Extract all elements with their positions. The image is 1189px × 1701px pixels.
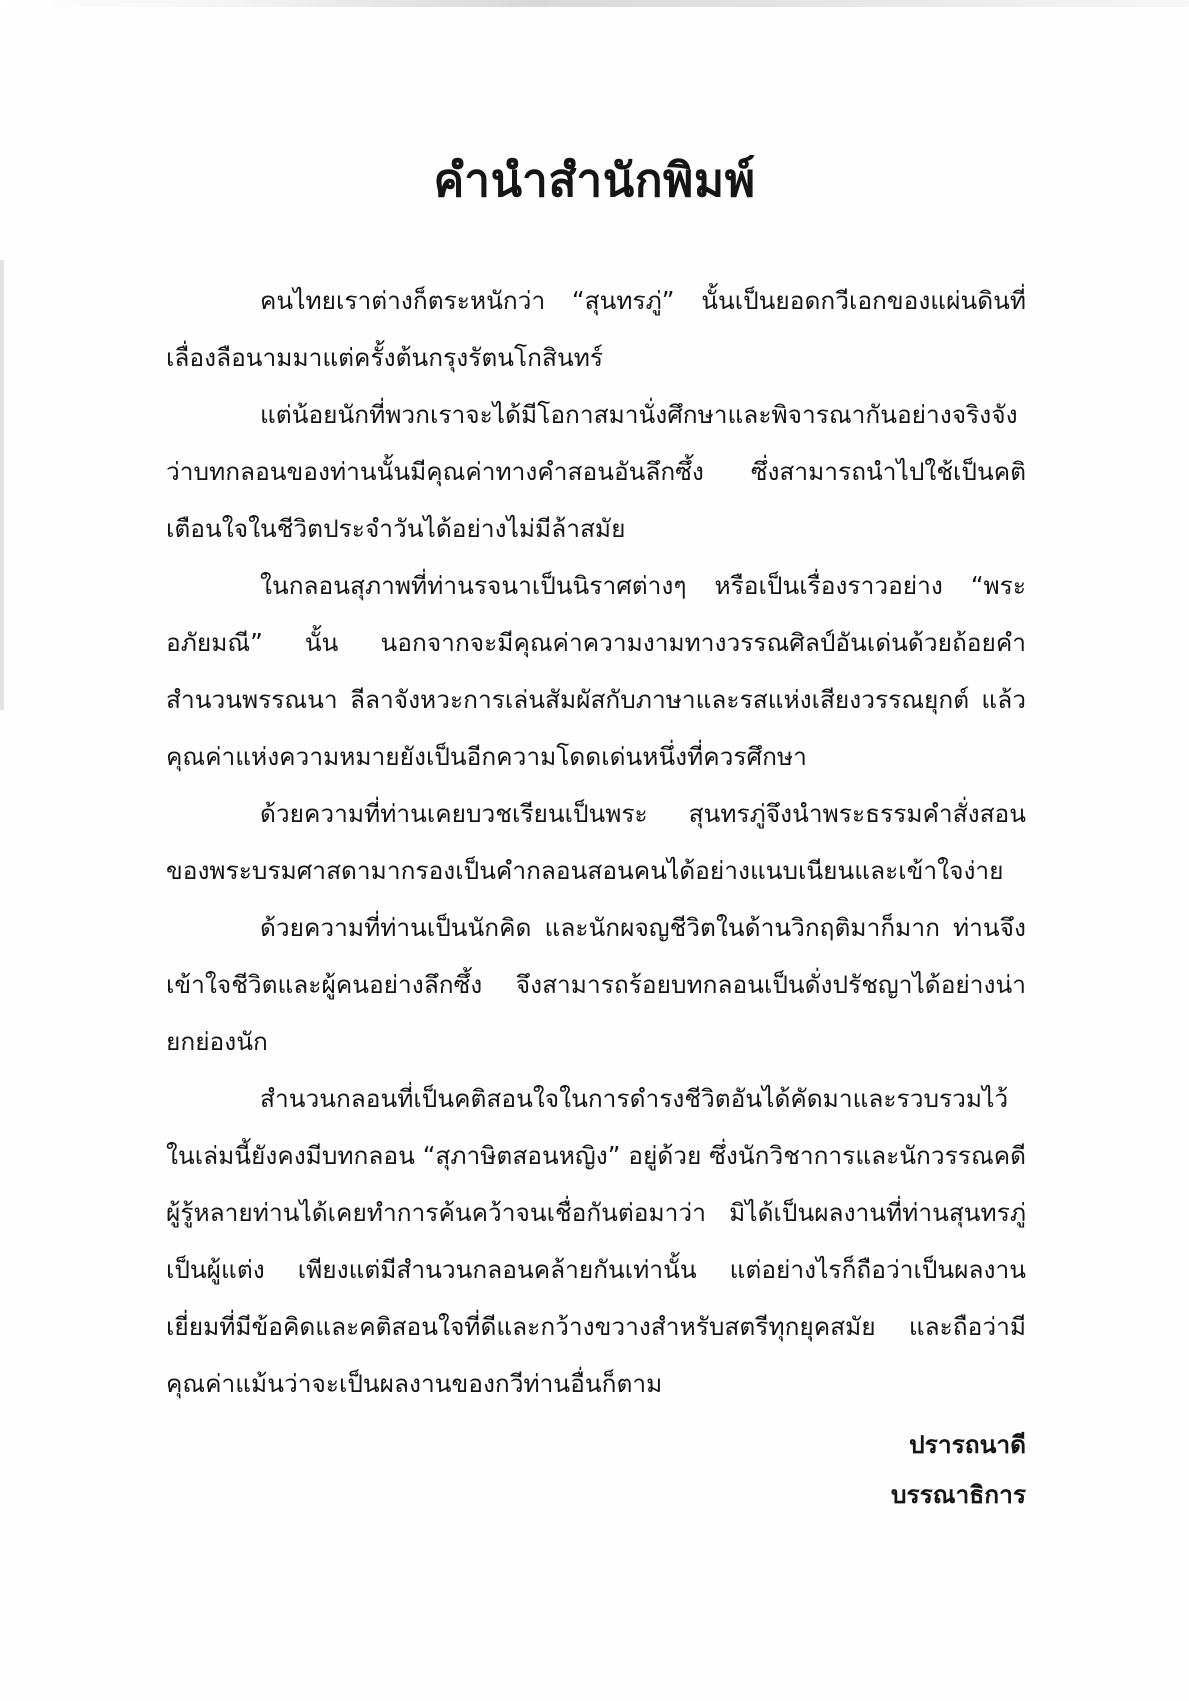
closing-line: ปรารถนาดี [909, 1430, 1026, 1459]
paragraph-4: ด้วยความที่ท่านเคยบวชเรียนเป็นพระ สุนทรภู่จึงนำพระธรรมคำสั่งสอนของพระบรมศาสดามากรองเป็นคำกลอนสอนคนได้อย่างแนบเนียนและเข้าใจง่าย [166, 799, 1026, 885]
body-text [166, 272, 1026, 1412]
signature-block [891, 1420, 1026, 1520]
page-title: คำนำสำนักพิมพ์ [433, 153, 756, 207]
paragraph-2: แต่น้อยนักที่พวกเราจะได้มีโอกาสมานั่งศึกษาและพิจารณากันอย่างจริงจังว่าบทกลอนของท่านนั้นมีคุณค่าทางคำสอนอันลึกซึ้ง ซึ่งสามารถนำไปใช้เป็นคติเตือนใจในชีวิตประจำวันได้อย่างไม่มีล้าสมัย [166, 400, 1026, 543]
paragraph-5: ด้วยความที่ท่านเป็นนักคิด และนักผจญชีวิตในด้านวิกฤติมาก็มาก ท่านจึงเข้าใจชีวิตและผู้คนอย่างลึกซึ้ง จึงสามารถร้อยบทกลอนเป็นดั่งปรัชญาได้อย่างน่ายกย่องนัก [166, 913, 1026, 1056]
signer-title: บรรณาธิการ [890, 1480, 1026, 1509]
scan-edge-top [0, 0, 1189, 7]
paragraph-1: คนไทยเราต่างก็ตระหนักว่า “สุนทรภู่” นั้นเป็นยอดกวีเอกของแผ่นดินที่เลื่องลือนามมาแต่ครั้งต้นกรุงรัตนโกสินทร์ [166, 286, 1026, 372]
paragraph-3: ในกลอนสุภาพที่ท่านรจนาเป็นนิราศต่างๆ หรือเป็นเรื่องราวอย่าง “พระอภัยมณี” นั้น นอกจากจะมีคุณค่าความงามทางวรรณศิลป์อันเด่นด้วยถ้อยคำสำนวนพรรณนา ลีลาจังหวะการเล่นสัมผัสกับภาษาและรสแห่งเสียงวรรณยุกต์ แล้วคุณค่าแห่งความหมายยังเป็นอีกความโดดเด่นหนึ่งที่ควรศึกษา [166, 571, 1026, 771]
paragraph-6: สำนวนกลอนที่เป็นคติสอนใจในการดำรงชีวิตอันได้คัดมาและรวบรวมไว้ในเล่มนี้ยังคงมีบทกลอน “สุภาษิตสอนหญิง” อยู่ด้วย ซึ่งนักวิชาการและนักวรรณคดีผู้รู้หลายท่านได้เคยทำการค้นคว้าจนเชื่อกันต่อมาว่า มิได้เป็นผลงานที่ท่านสุนทรภู่เป็นผู้แต่ง เพียงแต่มีสำนวนกลอนคล้ายกันเท่านั้น แต่อย่างไรก็ถือว่าเป็นผลงานเยี่ยมที่มีข้อคิดและคติสอนใจที่ดีและกว้างขวางสำหรับสตรีทุกยุคสมัย และถือว่ามีคุณค่าแม้นว่าจะเป็นผลงานของกวีท่านอื่นก็ตาม [166, 1084, 1026, 1398]
scan-edge-left [0, 260, 4, 710]
